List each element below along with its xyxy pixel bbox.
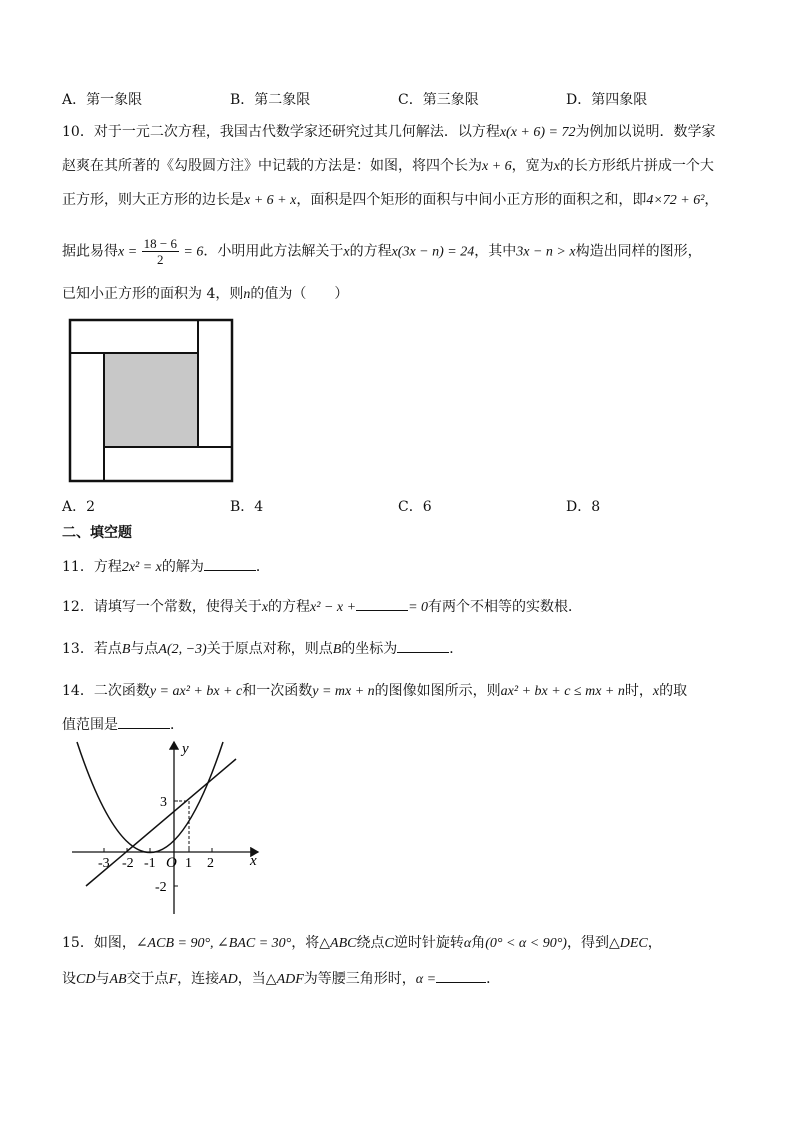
answer-blank xyxy=(356,596,408,611)
q14-graph xyxy=(66,736,266,918)
q15-line-2: 设CD与AB交于点F，连接AD，当△ADF为等腰三角形时，α = ． xyxy=(62,968,500,990)
q10-line-1: 10．对于一元二次方程，我国古代数学家还研究过其几何解法．以方程x(x + 6) = 72为例加以说明．数学家 xyxy=(62,124,716,140)
q15-line-1: 15．如图，∠ACB = 90°, ∠BAC = 30°，将△ABC绕点C逆时针旋转α角(0° < α < 90°)，得到△DEC， xyxy=(62,935,662,951)
y-axis-label: y xyxy=(182,741,189,757)
q10-option-a: A．2 xyxy=(62,499,96,515)
q13: 13．若点B与点A(2, −3)关于原点对称，则点B的坐标为 ． xyxy=(62,638,463,660)
q10-option-b: B．4 xyxy=(230,499,264,515)
q14-line-1: 14．二次函数y = ax² + bx + c和一次函数y = mx + n的图像如图所示，则ax² + bx + c ≤ mx + n时，x的取 xyxy=(62,683,688,699)
q10-line-4: 据此易得x = $\frac{18 - 6}{2}$ = 6．小明用此方法解关于x的方程x(3x − n) = 24，其中3x − n > x构造出同样的图形， xyxy=(62,236,702,267)
tick-label: -2 xyxy=(122,856,134,871)
tick-label: 2 xyxy=(207,856,214,871)
q14-line-2: 值范围是 ． xyxy=(62,714,184,735)
q10-line-5: 已知小正方形的面积为 4，则n的值为（ ） xyxy=(62,286,349,302)
q10-square-figure xyxy=(68,318,236,484)
q12: 12．请填写一个常数，使得关于x的方程x² − x + = 0有两个不相等的实数根． xyxy=(62,596,582,618)
x-axis-label: x xyxy=(250,853,257,869)
fraction: $\frac{18 - 6}{2}$ xyxy=(143,236,177,267)
tick-label: -2 xyxy=(155,880,167,895)
tick-label: 1 xyxy=(185,856,192,871)
q11: 11．方程2x² = x的解为 ． xyxy=(62,556,270,578)
answer-blank xyxy=(118,714,170,729)
q9-option-c: C．第三象限 xyxy=(398,92,479,108)
origin-label: O xyxy=(166,855,177,871)
tick-label: -1 xyxy=(144,856,156,871)
tick-label: 3 xyxy=(160,795,167,810)
answer-blank xyxy=(204,556,256,571)
tick-label: -3 xyxy=(98,856,110,871)
section-title: 二、填空题 xyxy=(62,525,132,541)
answer-blank xyxy=(436,968,486,983)
q10-option-d: D．8 xyxy=(566,499,601,515)
q10-option-c: C．6 xyxy=(398,499,432,515)
parabola xyxy=(77,742,223,853)
q10-line-2: 赵爽在其所著的《勾股圆方注》中记载的方法是：如图，将四个长为x + 6，宽为x的长方形纸片拼成一个大 xyxy=(62,158,714,174)
q10-line-3: 正方形，则大正方形的边长是x + 6 + x，面积是四个矩形的面积与中间小正方形的面积之和，即4×72 + 6²， xyxy=(62,192,719,208)
answer-blank xyxy=(397,638,449,653)
q9-option-b: B．第二象限 xyxy=(230,92,311,108)
q9-option-a: A．第一象限 xyxy=(62,92,143,108)
q9-option-d: D．第四象限 xyxy=(566,92,648,108)
